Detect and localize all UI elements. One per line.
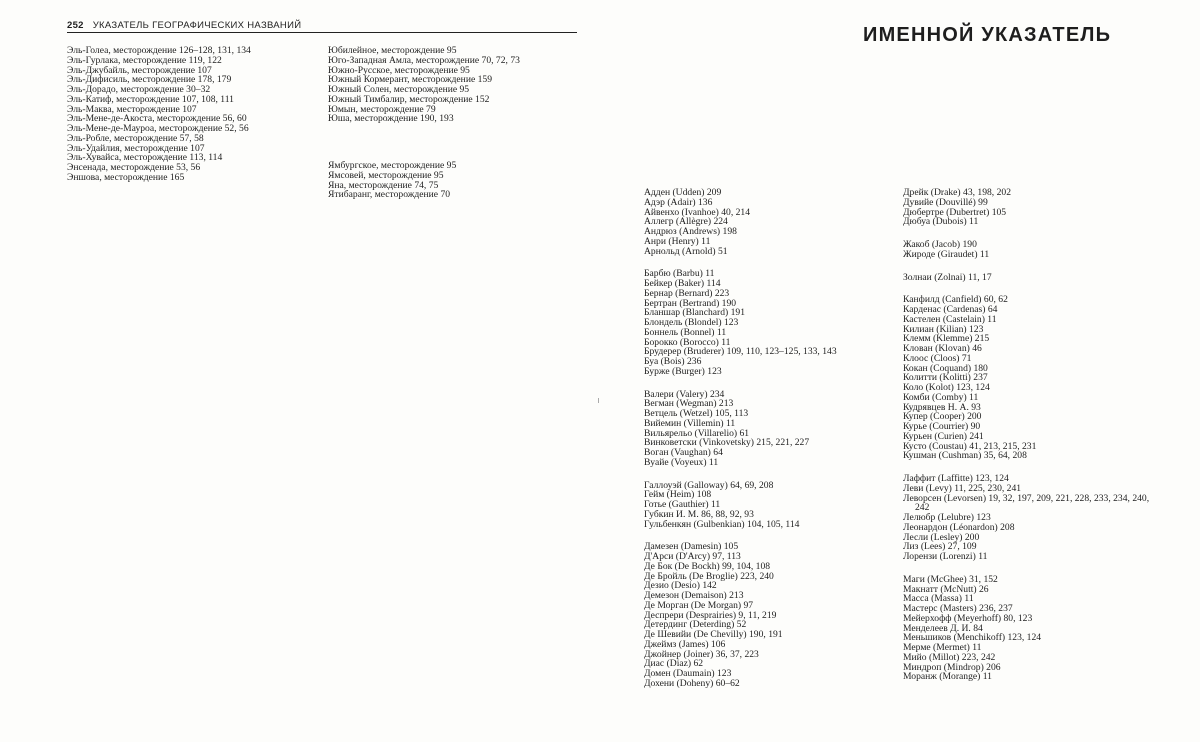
index-entry: Брудерер (Bruderer) 109, 110, 123–125, 133, 143 (644, 347, 837, 357)
index-entry: Леворсен (Levorsen) 19, 32, 197, 209, 221, 228, 233, 234, 240, (903, 493, 1150, 504)
letter-group (903, 188, 1193, 227)
letter-group (644, 481, 894, 530)
index-entry: Моранж (Morange) 11 (903, 672, 992, 682)
index-entry: Деспрери (Desprairies) 9, 11, 219 (644, 610, 777, 621)
index-entry: Кастелен (Castelain) 11 (903, 314, 997, 325)
index-entry: Юго-Западная Амла, месторождение 70, 72, 73 (328, 55, 520, 66)
index-entry: Бернар (Bernard) 223 (644, 288, 730, 299)
index-entry: Дюбуа (Dubois) 11 (903, 217, 979, 227)
index-entry: Кудрявцев Н. А. 93 (903, 402, 981, 413)
index-entry: Детердинг (Deterding) 52 (644, 620, 747, 630)
index-entry: Масса (Massa) 11 (903, 594, 974, 604)
index-entry: Вуайе (Voyeux) 11 (644, 457, 719, 468)
letter-group (903, 295, 1193, 461)
index-entry: Южный Кормерант, месторождение 159 (328, 75, 493, 85)
index-entry: Энсенада, месторождение 53, 56 (67, 163, 201, 173)
index-entry: Юша, месторождение 190, 193 (328, 114, 454, 124)
index-entry: Юмын, месторождение 79 (328, 104, 436, 115)
index-entry: Буа (Bois) 236 (644, 357, 702, 367)
index-entry: Галлоуэй (Galloway) 64, 69, 208 (644, 480, 774, 491)
index-entry: Мерме (Mermet) 11 (903, 643, 982, 653)
index-entry: Эль-Гурлака, месторождение 119, 122 (67, 55, 222, 66)
index-entry: Юбилейное, месторождение 95 (328, 46, 457, 56)
index-entry: Джеймз (James) 106 (644, 639, 726, 650)
index-entry: Джойнер (Joiner) 36, 37, 223 (644, 649, 759, 660)
index-entry: Золнаи (Zolnai) 11, 17 (903, 272, 992, 283)
letter-group (903, 240, 1193, 260)
index-entry: Анри (Henry) 11 (644, 236, 711, 247)
index-entry: Яна, месторождение 74, 75 (328, 180, 439, 191)
index-entry: Эль-Мене-де-Акоста, месторождение 56, 60 (67, 114, 247, 124)
index-entry: Клоос (Cloos) 71 (903, 353, 972, 364)
index-entry: Жироде (Giraudet) 11 (903, 249, 990, 260)
index-entry: Кокан (Coquand) 180 (903, 363, 988, 374)
index-entry: Курье (Courrier) 90 (903, 422, 981, 432)
index-entry: Вильярельо (Villarelio) 61 (644, 428, 750, 439)
index-entry: Южно-Русское, месторождение 95 (328, 65, 470, 76)
index-entry: Де Морган (De Morgan) 97 (644, 600, 754, 611)
index-entry: Мийо (Millot) 223, 242 (903, 652, 996, 663)
index-entry: Демезон (Demaison) 213 (644, 591, 744, 601)
letter-group (644, 269, 894, 376)
index-entry: Клован (Klovan) 46 (903, 344, 982, 354)
index-entry: Эль-Катиф, месторождение 107, 108, 111 (67, 94, 234, 105)
index-entry: Губкин И. М. 86, 88, 92, 93 (644, 509, 754, 520)
index-entry: Эль-Джубайль, месторождение 107 (67, 65, 212, 76)
index-entry: Домен (Daumain) 123 (644, 669, 732, 679)
index-entry: Гульбенкян (Gulbenkian) 104, 105, 114 (644, 519, 800, 530)
index-entry: Кусто (Coustau) 41, 213, 215, 231 (903, 441, 1037, 452)
index-entry: Дохени (Doheny) 60–62 (644, 678, 740, 689)
index-entry: Мастерс (Masters) 236, 237 (903, 604, 1013, 614)
index-entry: Бейкер (Baker) 114 (644, 279, 721, 289)
index-entry: Комби (Comby) 11 (903, 392, 979, 403)
index-entry: Миндроп (Mindrop) 206 (903, 662, 1001, 673)
index-entry: Эль-Дорадо, месторождение 30–32 (67, 85, 211, 95)
group-spacer (328, 124, 590, 161)
index-entry: Блондель (Blondel) 123 (644, 318, 739, 328)
index-entry: Маги (McGhee) 31, 152 (903, 574, 998, 585)
letter-group (328, 46, 590, 124)
index-entry: Эншова, месторождение 165 (67, 172, 185, 183)
index-entry: Дрейк (Drake) 43, 198, 202 (903, 188, 1011, 198)
page-number: 252 (67, 20, 84, 31)
name-index-column-2 (903, 188, 1193, 695)
index-entry: Воган (Vaughan) 64 (644, 448, 723, 458)
gutter-mark (598, 398, 599, 403)
index-entry: Эль-Голеа, месторождение 126–128, 131, 134 (67, 46, 251, 56)
index-entry: Дюбертре (Dubertret) 105 (903, 207, 1007, 218)
index-entry: Курьен (Curien) 241 (903, 431, 984, 442)
index-entry: Коло (Kolot) 123, 124 (903, 383, 990, 393)
right-page (600, 0, 1200, 742)
index-entry: Эль-Мене-де-Мауроа, месторождение 52, 56 (67, 124, 249, 134)
index-entry: Андрюз (Andrews) 198 (644, 227, 737, 237)
index-entry: Валери (Valery) 234 (644, 389, 725, 400)
index-entry: Вийемин (Villemin) 11 (644, 418, 736, 429)
index-entry: Эль-Удайлия, месторождение 107 (67, 143, 205, 154)
index-entry: Менделеев Д. И. 84 (903, 623, 983, 634)
letter-group (644, 390, 894, 468)
index-entry: Макнатт (McNutt) 26 (903, 584, 989, 595)
index-entry: Эль-Маква, месторождение 107 (67, 104, 197, 115)
index-entry: Южный Солен, месторождение 95 (328, 85, 470, 95)
index-entry: Бланшар (Blanchard) 191 (644, 308, 746, 318)
index-entry: Д'Арси (D'Arcy) 97, 113 (644, 552, 741, 562)
index-entry: Леви (Levy) 11, 225, 230, 241 (903, 483, 1022, 494)
index-entry: Барбю (Barbu) 11 (644, 269, 715, 279)
section-title: ИМЕННОЙ УКАЗАТЕЛЬ (863, 24, 1112, 46)
index-entry: Килиан (Kilian) 123 (903, 324, 984, 335)
index-entry: Ямбургское, месторождение 95 (328, 161, 457, 171)
index-entry: Мейерхофф (Meyerhoff) 80, 123 (903, 613, 1033, 624)
index-entry: Ветцель (Wetzel) 105, 113 (644, 409, 749, 419)
index-entry: Клемм (Klemme) 215 (903, 334, 990, 344)
index-entry: Борокко (Borocco) 11 (644, 337, 731, 348)
letter-group (903, 273, 1193, 283)
index-entry: Гейм (Heim) 108 (644, 490, 712, 500)
index-entry: Де Шевийи (De Chevilly) 190, 191 (644, 630, 783, 640)
name-index-column-1 (644, 188, 894, 702)
index-entry: Лаффит (Laffitte) 123, 124 (903, 474, 1009, 484)
index-entry: Карденас (Cardenas) 64 (903, 305, 998, 315)
index-entry: Де Бройль (De Broglie) 223, 240 (644, 571, 774, 582)
index-entry: Аллегр (Allègre) 224 (644, 217, 728, 227)
index-entry: Лесли (Lesley) 200 (903, 532, 980, 543)
index-entry: Канфилд (Canfield) 60, 62 (903, 295, 1008, 305)
index-entry: Диас (Diaz) 62 (644, 659, 704, 669)
index-entry: Эль-Хувайса, месторождение 113, 114 (67, 153, 223, 163)
index-entry: Купер (Cooper) 200 (903, 412, 982, 422)
index-entry: Айвенхо (Ivanhoe) 40, 214 (644, 207, 751, 218)
index-entry: Лелюбр (Lelubre) 123 (903, 513, 991, 523)
index-entry: Дувийе (Douvillé) 99 (903, 197, 988, 208)
index-entry: Де Бок (De Bockh) 99, 104, 108 (644, 561, 771, 572)
letter-group (328, 161, 590, 200)
index-entry: Адден (Udden) 209 (644, 188, 722, 198)
index-entry: Винковетски (Vinkovetsky) 215, 221, 227 (644, 438, 810, 448)
index-entry: Лиз (Lees) 27, 109 (903, 542, 977, 552)
index-entry: Боннель (Bonnel) 11 (644, 327, 727, 338)
index-entry: Арнольд (Arnold) 51 (644, 246, 728, 257)
index-entry: Бурже (Burger) 123 (644, 366, 722, 377)
index-entry: Эль-Дифисиль, месторождение 178, 179 (67, 75, 232, 85)
running-head-title: УКАЗАТЕЛЬ ГЕОГРАФИЧЕСКИХ НАЗВАНИЙ (92, 20, 302, 31)
geo-index-column-1 (67, 46, 317, 183)
index-entry: Меньшиков (Menchikoff) 123, 124 (903, 633, 1042, 643)
running-head (67, 20, 577, 33)
letter-group (644, 542, 894, 688)
index-entry: Леонардон (Léonardon) 208 (903, 522, 1015, 533)
letter-group (903, 474, 1193, 562)
index-entry: Кушман (Cushman) 35, 64, 208 (903, 451, 1027, 461)
index-entry: Ямсовей, месторождение 95 (328, 170, 444, 181)
index-entry: Вегман (Wegman) 213 (644, 399, 734, 409)
geo-index-column-2 (328, 46, 590, 200)
index-entry: Ятибаранг, месторождение 70 (328, 190, 451, 200)
index-entry: Дамезен (Damesin) 105 (644, 542, 739, 552)
letter-group (644, 188, 894, 256)
index-entry: Южный Тимбалир, месторождение 152 (328, 94, 490, 105)
index-entry: Адэр (Adair) 136 (644, 197, 713, 208)
index-entry: Колитти (Kolitti) 237 (903, 373, 988, 383)
index-entry: Бертран (Bertrand) 190 (644, 298, 737, 309)
index-entry: Лорензи (Lorenzi) 11 (903, 552, 988, 562)
index-entry: Жакоб (Jacob) 190 (903, 240, 977, 250)
index-entry: 242 (915, 503, 930, 513)
index-entry: Готье (Gauthier) 11 (644, 500, 721, 510)
index-entry: Эль-Робле, месторождение 57, 58 (67, 133, 204, 144)
index-entry: Дезио (Desio) 142 (644, 581, 717, 591)
letter-group (903, 575, 1193, 682)
